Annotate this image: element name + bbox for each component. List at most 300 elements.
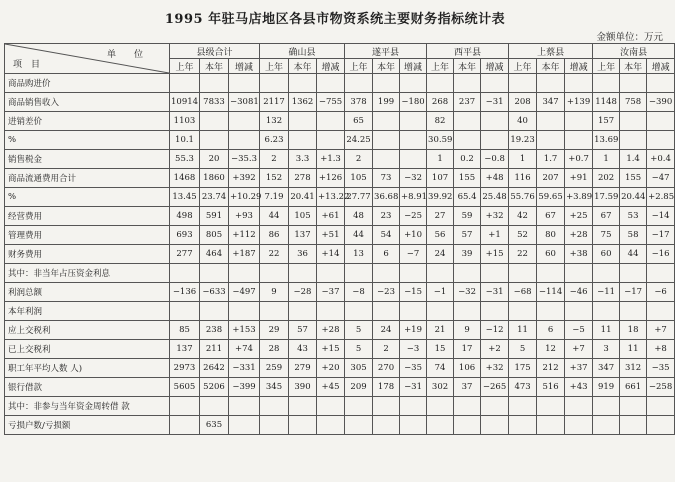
table-cell: 17.59 xyxy=(593,188,620,207)
table-cell: −633 xyxy=(200,283,229,302)
table-cell: +139 xyxy=(565,93,593,112)
table-cell xyxy=(400,264,427,283)
table-cell: 278 xyxy=(289,169,317,188)
table-cell: 42 xyxy=(509,207,537,226)
table-cell: −0.8 xyxy=(481,150,509,169)
table-cell xyxy=(289,112,317,131)
table-cell: +1.3 xyxy=(317,150,345,169)
table-cell: 270 xyxy=(373,359,400,378)
table-cell xyxy=(229,264,260,283)
table-cell: 13 xyxy=(345,245,373,264)
table-cell: −28 xyxy=(289,283,317,302)
row-label: 已上交税利 xyxy=(5,340,170,359)
table-cell: 29 xyxy=(260,321,289,340)
table-cell: 53 xyxy=(620,207,647,226)
table-cell: 2 xyxy=(373,340,400,359)
table-cell: 155 xyxy=(620,169,647,188)
sub-header: 上年 xyxy=(427,59,454,74)
table-cell: +0.7 xyxy=(565,150,593,169)
table-cell: 175 xyxy=(509,359,537,378)
table-cell: +8 xyxy=(647,340,675,359)
table-cell: 155 xyxy=(454,169,481,188)
table-cell: 3.3 xyxy=(289,150,317,169)
table-cell xyxy=(400,397,427,416)
table-row xyxy=(5,283,675,302)
table-cell xyxy=(454,302,481,321)
table-cell: 211 xyxy=(200,340,229,359)
financial-stats-table xyxy=(4,43,675,435)
table-cell xyxy=(427,416,454,435)
group-header: 遂平县 xyxy=(345,44,427,59)
table-cell: −399 xyxy=(229,378,260,397)
table-cell: 5206 xyxy=(200,378,229,397)
table-cell: +19 xyxy=(400,321,427,340)
table-cell: 59 xyxy=(454,207,481,226)
sub-header: 上年 xyxy=(593,59,620,74)
table-cell: 13.69 xyxy=(593,131,620,150)
table-cell: 347 xyxy=(537,93,565,112)
sub-header: 上年 xyxy=(345,59,373,74)
table-cell: +43 xyxy=(565,378,593,397)
table-cell xyxy=(537,112,565,131)
table-cell: −32 xyxy=(454,283,481,302)
table-title: 1995 年驻马店地区各县市物资系统主要财务指标统计表 xyxy=(164,12,506,27)
table-cell xyxy=(345,302,373,321)
table-cell: +15 xyxy=(317,340,345,359)
table-cell: +28 xyxy=(565,226,593,245)
table-cell xyxy=(593,397,620,416)
table-cell: 208 xyxy=(509,93,537,112)
table-cell: +0.4 xyxy=(647,150,675,169)
table-cell xyxy=(593,264,620,283)
table-cell: 157 xyxy=(593,112,620,131)
table-row xyxy=(5,188,675,207)
table-cell: +153 xyxy=(229,321,260,340)
table-cell: +91 xyxy=(565,169,593,188)
table-cell: 43 xyxy=(289,340,317,359)
sub-header: 增减 xyxy=(481,59,509,74)
table-cell xyxy=(373,112,400,131)
row-label: 应上交税利 xyxy=(5,321,170,340)
row-label: 进销差价 xyxy=(5,112,170,131)
row-label: 利润总额 xyxy=(5,283,170,302)
table-cell: 199 xyxy=(373,93,400,112)
table-row xyxy=(5,93,675,112)
row-label: % xyxy=(5,131,170,150)
table-cell: 473 xyxy=(509,378,537,397)
table-cell xyxy=(481,416,509,435)
table-cell: 13.45 xyxy=(170,188,200,207)
table-cell xyxy=(260,302,289,321)
table-cell: 390 xyxy=(289,378,317,397)
row-label: 本年利润 xyxy=(5,302,170,321)
table-cell xyxy=(289,74,317,93)
table-cell: 44 xyxy=(345,226,373,245)
table-cell xyxy=(454,264,481,283)
table-cell: 18 xyxy=(620,321,647,340)
table-cell xyxy=(200,74,229,93)
table-cell: 345 xyxy=(260,378,289,397)
table-body xyxy=(5,74,675,435)
table-cell: +74 xyxy=(229,340,260,359)
sub-header: 增减 xyxy=(317,59,345,74)
table-cell: +51 xyxy=(317,226,345,245)
sub-header: 增减 xyxy=(229,59,260,74)
table-cell: 238 xyxy=(200,321,229,340)
row-label: 经营费用 xyxy=(5,207,170,226)
table-cell: +392 xyxy=(229,169,260,188)
table-cell: 65 xyxy=(345,112,373,131)
table-cell: 2642 xyxy=(200,359,229,378)
table-cell: 23.74 xyxy=(200,188,229,207)
table-cell xyxy=(345,397,373,416)
table-cell: 268 xyxy=(427,93,454,112)
table-cell: +7 xyxy=(565,340,593,359)
table-cell xyxy=(400,131,427,150)
table-row xyxy=(5,112,675,131)
table-cell xyxy=(200,131,229,150)
table-cell xyxy=(317,416,345,435)
table-cell xyxy=(229,131,260,150)
table-cell: 36 xyxy=(289,245,317,264)
table-cell: +37 xyxy=(565,359,593,378)
table-cell: +187 xyxy=(229,245,260,264)
group-header: 西平县 xyxy=(427,44,509,59)
table-cell xyxy=(373,397,400,416)
sub-header: 上年 xyxy=(170,59,200,74)
table-cell: 202 xyxy=(593,169,620,188)
table-cell xyxy=(593,302,620,321)
table-row xyxy=(5,226,675,245)
table-row xyxy=(5,321,675,340)
table-cell: 11 xyxy=(593,321,620,340)
table-cell: +2 xyxy=(481,340,509,359)
table-cell: +14 xyxy=(317,245,345,264)
corner-item-label: 项 目 xyxy=(13,60,41,70)
table-cell: 27 xyxy=(427,207,454,226)
table-cell xyxy=(170,264,200,283)
table-cell: +8.91 xyxy=(400,188,427,207)
sub-header: 本年 xyxy=(289,59,317,74)
table-cell xyxy=(200,112,229,131)
table-cell xyxy=(345,74,373,93)
table-cell: 27.77 xyxy=(345,188,373,207)
table-cell: 0.2 xyxy=(454,150,481,169)
table-cell: 65.4 xyxy=(454,188,481,207)
table-row xyxy=(5,150,675,169)
table-cell: 2973 xyxy=(170,359,200,378)
table-cell xyxy=(229,74,260,93)
table-cell: 5 xyxy=(345,321,373,340)
table-cell xyxy=(509,74,537,93)
sub-header: 本年 xyxy=(620,59,647,74)
sub-header: 上年 xyxy=(509,59,537,74)
table-cell: +32 xyxy=(481,207,509,226)
group-header: 县级合计 xyxy=(170,44,260,59)
table-cell: 207 xyxy=(537,169,565,188)
table-cell: 2 xyxy=(260,150,289,169)
group-header: 汝南县 xyxy=(593,44,675,59)
table-cell xyxy=(400,74,427,93)
table-cell: −258 xyxy=(647,378,675,397)
table-cell xyxy=(373,150,400,169)
table-cell: 37 xyxy=(454,378,481,397)
table-cell xyxy=(565,74,593,93)
table-cell xyxy=(481,264,509,283)
row-label: 职工年平均人数 人) xyxy=(5,359,170,378)
sub-header: 增减 xyxy=(400,59,427,74)
table-cell xyxy=(317,397,345,416)
row-label: 商品购进价 xyxy=(5,74,170,93)
table-cell xyxy=(565,264,593,283)
table-cell: 17 xyxy=(454,340,481,359)
table-cell xyxy=(373,131,400,150)
table-cell xyxy=(647,416,675,435)
table-cell: +10 xyxy=(400,226,427,245)
sub-header: 上年 xyxy=(260,59,289,74)
table-cell: 6.23 xyxy=(260,131,289,150)
row-label: 其中：非参与当年资金周转借 款 xyxy=(5,397,170,416)
table-cell: 2 xyxy=(345,150,373,169)
table-cell: 57 xyxy=(454,226,481,245)
table-cell xyxy=(565,302,593,321)
table-cell xyxy=(373,302,400,321)
table-cell xyxy=(200,397,229,416)
table-cell xyxy=(593,416,620,435)
table-cell xyxy=(260,416,289,435)
table-cell: 86 xyxy=(260,226,289,245)
table-cell xyxy=(345,416,373,435)
table-cell xyxy=(170,302,200,321)
table-cell: 7833 xyxy=(200,93,229,112)
table-cell: 635 xyxy=(200,416,229,435)
table-cell: +25 xyxy=(565,207,593,226)
table-cell: 20.44 xyxy=(620,188,647,207)
table-cell xyxy=(400,150,427,169)
table-cell: 80 xyxy=(537,226,565,245)
table-cell xyxy=(620,302,647,321)
table-cell: 9 xyxy=(260,283,289,302)
table-cell: −31 xyxy=(400,378,427,397)
table-cell: 1 xyxy=(427,150,454,169)
table-cell: 28 xyxy=(260,340,289,359)
table-cell: +7 xyxy=(647,321,675,340)
table-cell: +32 xyxy=(481,359,509,378)
row-label: 管理费用 xyxy=(5,226,170,245)
table-cell: +93 xyxy=(229,207,260,226)
table-cell: −497 xyxy=(229,283,260,302)
table-cell xyxy=(647,74,675,93)
table-cell xyxy=(565,112,593,131)
table-cell xyxy=(620,397,647,416)
table-cell: 44 xyxy=(260,207,289,226)
table-cell: 661 xyxy=(620,378,647,397)
table-cell: 25.48 xyxy=(481,188,509,207)
table-cell xyxy=(647,131,675,150)
table-cell: 20.41 xyxy=(289,188,317,207)
table-cell: 55.3 xyxy=(170,150,200,169)
table-cell xyxy=(509,416,537,435)
table-cell: 305 xyxy=(345,359,373,378)
row-label: 其中：非当年占压资金利息 xyxy=(5,264,170,283)
table-cell: 116 xyxy=(509,169,537,188)
table-cell: 39.92 xyxy=(427,188,454,207)
table-cell xyxy=(454,74,481,93)
table-cell: 85 xyxy=(170,321,200,340)
table-cell: 5605 xyxy=(170,378,200,397)
table-cell: −37 xyxy=(317,283,345,302)
table-cell: −3 xyxy=(400,340,427,359)
table-cell xyxy=(537,302,565,321)
table-cell: −114 xyxy=(537,283,565,302)
table-cell: 1.7 xyxy=(537,150,565,169)
table-cell: 24 xyxy=(427,245,454,264)
table-cell xyxy=(509,264,537,283)
table-cell: +48 xyxy=(481,169,509,188)
table-cell xyxy=(593,74,620,93)
table-cell: +13.22 xyxy=(317,188,345,207)
table-cell: 919 xyxy=(593,378,620,397)
table-cell xyxy=(647,397,675,416)
table-row xyxy=(5,131,675,150)
table-cell: −23 xyxy=(373,283,400,302)
table-cell: −6 xyxy=(647,283,675,302)
table-cell xyxy=(509,397,537,416)
table-cell xyxy=(481,112,509,131)
table-cell: +10.29 xyxy=(229,188,260,207)
table-cell: 24 xyxy=(373,321,400,340)
table-cell xyxy=(647,112,675,131)
row-label: 财务费用 xyxy=(5,245,170,264)
table-cell xyxy=(481,131,509,150)
table-cell xyxy=(373,74,400,93)
row-label: % xyxy=(5,188,170,207)
table-cell xyxy=(317,74,345,93)
table-cell: 152 xyxy=(260,169,289,188)
table-cell: 39 xyxy=(454,245,481,264)
table-cell xyxy=(427,302,454,321)
table-cell: 11 xyxy=(509,321,537,340)
table-cell: +2.85 xyxy=(647,188,675,207)
table-cell xyxy=(565,131,593,150)
table-cell: −265 xyxy=(481,378,509,397)
table-cell: 1.4 xyxy=(620,150,647,169)
table-cell xyxy=(373,416,400,435)
table-cell: 591 xyxy=(200,207,229,226)
table-cell xyxy=(481,397,509,416)
table-cell xyxy=(620,264,647,283)
table-cell xyxy=(317,131,345,150)
table-cell: −35.3 xyxy=(229,150,260,169)
table-cell: 5 xyxy=(345,340,373,359)
table-cell: +61 xyxy=(317,207,345,226)
table-cell xyxy=(620,112,647,131)
table-cell xyxy=(170,416,200,435)
row-label: 销售税金 xyxy=(5,150,170,169)
table-cell: 21 xyxy=(427,321,454,340)
table-cell: 36.68 xyxy=(373,188,400,207)
table-cell: −68 xyxy=(509,283,537,302)
table-cell: 2117 xyxy=(260,93,289,112)
table-cell: 106 xyxy=(454,359,481,378)
table-cell: −25 xyxy=(400,207,427,226)
table-cell xyxy=(289,302,317,321)
table-cell xyxy=(427,264,454,283)
table-cell: 7.19 xyxy=(260,188,289,207)
table-cell xyxy=(620,416,647,435)
table-cell xyxy=(170,74,200,93)
table-cell xyxy=(537,264,565,283)
table-cell: 105 xyxy=(289,207,317,226)
table-cell xyxy=(345,264,373,283)
table-cell: −14 xyxy=(647,207,675,226)
table-cell: 758 xyxy=(620,93,647,112)
table-cell: −5 xyxy=(565,321,593,340)
corner-unit-label: 单 位 xyxy=(106,50,143,60)
table-row xyxy=(5,416,675,435)
table-cell: 74 xyxy=(427,359,454,378)
table-cell xyxy=(427,74,454,93)
table-cell: 237 xyxy=(454,93,481,112)
table-cell xyxy=(373,264,400,283)
table-cell: 10914 xyxy=(170,93,200,112)
table-cell: +45 xyxy=(317,378,345,397)
table-cell: 5 xyxy=(509,340,537,359)
table-cell: −35 xyxy=(400,359,427,378)
table-cell xyxy=(317,264,345,283)
table-cell: −47 xyxy=(647,169,675,188)
table-cell xyxy=(481,74,509,93)
table-cell xyxy=(509,302,537,321)
table-row xyxy=(5,264,675,283)
table-cell xyxy=(620,74,647,93)
table-cell xyxy=(427,397,454,416)
table-row xyxy=(5,340,675,359)
table-cell xyxy=(620,131,647,150)
table-cell: −3081 xyxy=(229,93,260,112)
row-label: 银行借款 xyxy=(5,378,170,397)
table-cell: 67 xyxy=(593,207,620,226)
table-cell: −180 xyxy=(400,93,427,112)
table-cell xyxy=(454,397,481,416)
table-cell: 1 xyxy=(509,150,537,169)
table-cell xyxy=(200,264,229,283)
sub-header: 本年 xyxy=(373,59,400,74)
table-cell: −755 xyxy=(317,93,345,112)
table-cell: 75 xyxy=(593,226,620,245)
table-cell: 22 xyxy=(509,245,537,264)
table-cell: 60 xyxy=(593,245,620,264)
table-cell xyxy=(400,302,427,321)
table-cell xyxy=(317,112,345,131)
table-cell: −17 xyxy=(620,283,647,302)
sub-header: 本年 xyxy=(200,59,229,74)
table-cell xyxy=(454,112,481,131)
table-cell: 56 xyxy=(427,226,454,245)
group-header: 上蔡县 xyxy=(509,44,593,59)
table-cell: 9 xyxy=(454,321,481,340)
table-cell: 1468 xyxy=(170,169,200,188)
table-cell: 259 xyxy=(260,359,289,378)
table-cell: +38 xyxy=(565,245,593,264)
table-cell: 44 xyxy=(620,245,647,264)
table-cell: −31 xyxy=(481,93,509,112)
table-cell: 1 xyxy=(593,150,620,169)
table-cell xyxy=(537,131,565,150)
table-cell: −136 xyxy=(170,283,200,302)
table-cell: 693 xyxy=(170,226,200,245)
table-row xyxy=(5,169,675,188)
